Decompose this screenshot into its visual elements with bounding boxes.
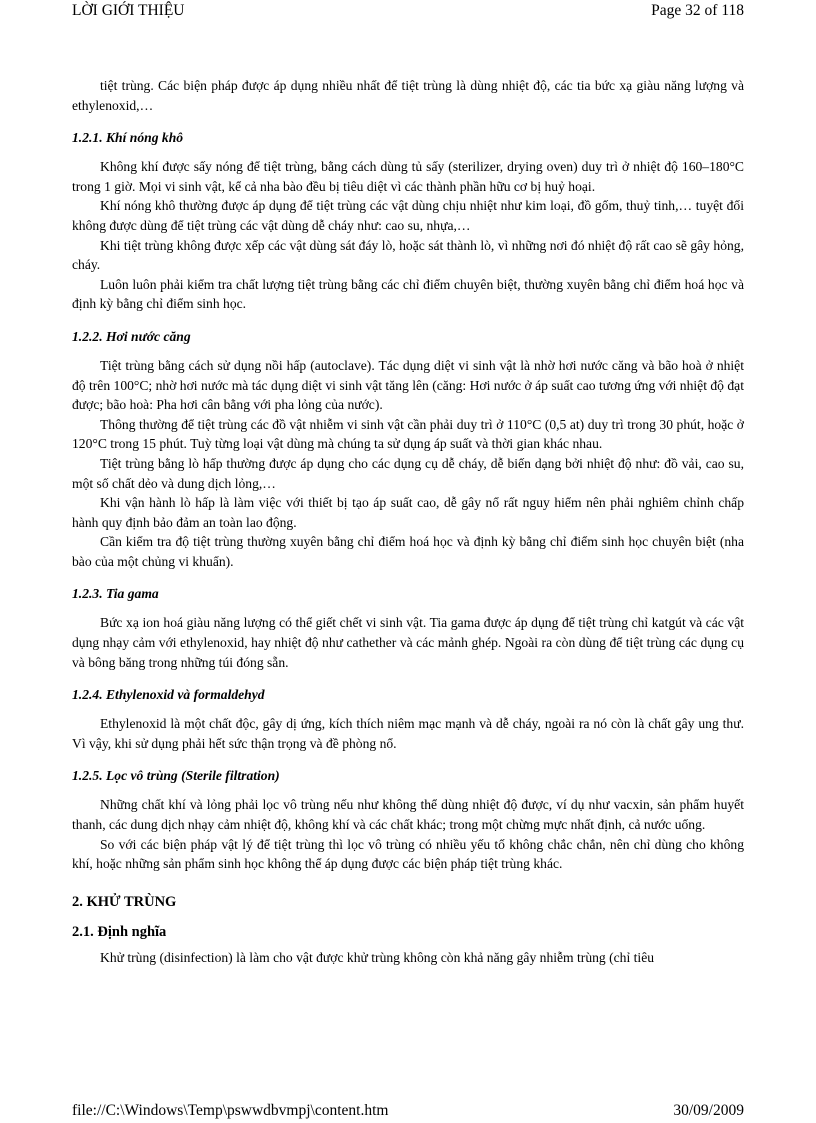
paragraph: So với các biện pháp vật lý để tiệt trùng thì lọc vô trùng có nhiều yếu tố không chắc chắn, nên chỉ dùng cho không khí, hoặc những sản phẩm sinh học không thể áp dụng được các biện pháp tiệt trùng khác. (72, 836, 744, 872)
paragraph: Khi tiệt trùng không được xếp các vật dùng sát đáy lò, hoặc sát thành lò, vì những nơi đó nhiệt độ rất cao sẽ gây hỏng, cháy. (72, 237, 744, 273)
paragraph: Thông thường để tiệt trùng các đồ vật nhiễm vi sinh vật cần phải duy trì ở 110°C (0,5 at) duy trì trong 30 phút, hoặc ở 120°C trong 15 phút. Tuỳ từng loại vật dùng mà chúng ta sử dụng áp suất và thời gian khác nhau. (72, 416, 744, 452)
page-footer (72, 1102, 744, 1122)
paragraph: Ethylenoxid là một chất độc, gây dị ứng, kích thích niêm mạc mạnh và dễ cháy, ngoài ra nó còn là chất gây ung thư. Vì vậy, khi sử dụng phải hết sức thận trọng và đề phòng nổ. (72, 716, 744, 751)
header-title: LỜI GIỚI THIỆU (72, 2, 185, 19)
paragraph: Khí nóng khô thường được áp dụng để tiệt trùng các vật dùng chịu nhiệt như kim loại, đồ gốm, thuỷ tinh,… tuyệt đối không được dùng để tiệt trùng các vật dùng dễ cháy như: cao su, nhựa,… (72, 198, 744, 233)
heading-2: 2. KHỬ TRÙNG (72, 893, 177, 910)
page-header (72, 2, 744, 22)
heading-2-1: 2.1. Định nghĩa (72, 923, 167, 940)
paragraph: Khử trùng (disinfection) là làm cho vật được khử trùng không còn khả năng gây nhiễm trùng (chỉ tiêu (100, 949, 655, 965)
heading-1-2-3: 1.2.3. Tia gama (72, 586, 159, 602)
heading-1-2-4: 1.2.4. Ethylenoxid và formaldehyd (72, 687, 265, 703)
paragraph: Tiệt trùng bằng cách sử dụng nồi hấp (autoclave). Tác dụng diệt vi sinh vật là nhờ hơi nước căng và bão hoà ở nhiệt độ trên 100°C; nhờ hơi nước mà tác dụng diệt vi sinh vật tăng lên (căng: Hơi nước ở áp suất cao tương ứng với nhiệt độ đạt được; bão hoà: Pha hơi cân bằng với pha lỏng của nước). (72, 357, 744, 413)
footer-file-path: file://C:\Windows\Temp\pswwdbvmpj\content.htm (72, 1102, 389, 1119)
heading-1-2-2: 1.2.2. Hơi nước căng (72, 328, 191, 344)
paragraph: Bức xạ ion hoá giàu năng lượng có thể giết chết vi sinh vật. Tia gama được áp dụng để tiệt trùng chỉ katgút và các vật dụng nhạy cảm với ethylenoxid, hay nhiệt độ như cathether và các mảnh ghép. Ngoài ra còn dùng để tiệt trùng các dụng cụ và bông băng trong những túi đóng sẵn. (72, 615, 744, 670)
heading-1-2-5: 1.2.5. Lọc vô trùng (Sterile filtration) (72, 768, 280, 784)
paragraph: Cần kiểm tra độ tiệt trùng thường xuyên bằng chỉ điểm hoá học và định kỳ bằng chỉ điểm sinh học chuyên biệt (nha bào của một chủng vi khuẩn). (72, 534, 744, 569)
paragraph: Luôn luôn phải kiểm tra chất lượng tiệt trùng bằng các chỉ điểm chuyên biệt, thường xuyên bằng chỉ điểm hoá học và định kỳ bằng chỉ điểm sinh học. (72, 276, 744, 312)
paragraph: Tiệt trùng bằng lò hấp thường được áp dụng cho các dụng cụ dễ cháy, dễ biến dạng bởi nhiệt độ như: đồ vải, cao su, một số chất dẻo và dung dịch lỏng,… (72, 455, 744, 491)
document-body (72, 76, 744, 967)
footer-date: 30/09/2009 (673, 1102, 744, 1119)
header-page-number: Page 32 of 118 (651, 2, 744, 19)
heading-1-2-1: 1.2.1. Khí nóng khô (72, 130, 184, 146)
paragraph: Khi vận hành lò hấp là làm việc với thiết bị tạo áp suất cao, dễ gây nổ rất nguy hiểm nên phải nghiêm chỉnh chấp hành quy định bảo đảm an toàn lao động. (72, 495, 744, 530)
paragraph: Không khí được sấy nóng để tiệt trùng, bằng cách dùng tủ sấy (sterilizer, drying oven) duy trì ở nhiệt độ 160–180°C trong 1 giờ. Mọi vi sinh vật, kể cả nha bào đều bị tiêu diệt vì các thành phần hữu cơ bị huỷ hoại. (72, 159, 744, 194)
paragraph: Những chất khí và lỏng phải lọc vô trùng nếu như không thể dùng nhiệt độ được, ví dụ như vacxin, sản phẩm huyết thanh, các dung dịch nhạy cảm nhiệt độ, không khí và các chất khác; trong một chừng mực nhất định, cả nước uống. (72, 797, 744, 833)
intro-paragraph: tiệt trùng. Các biện pháp được áp dụng nhiều nhất để tiệt trùng là dùng nhiệt độ, các tia bức xạ giàu năng lượng và ethylenoxid,… (72, 78, 744, 113)
